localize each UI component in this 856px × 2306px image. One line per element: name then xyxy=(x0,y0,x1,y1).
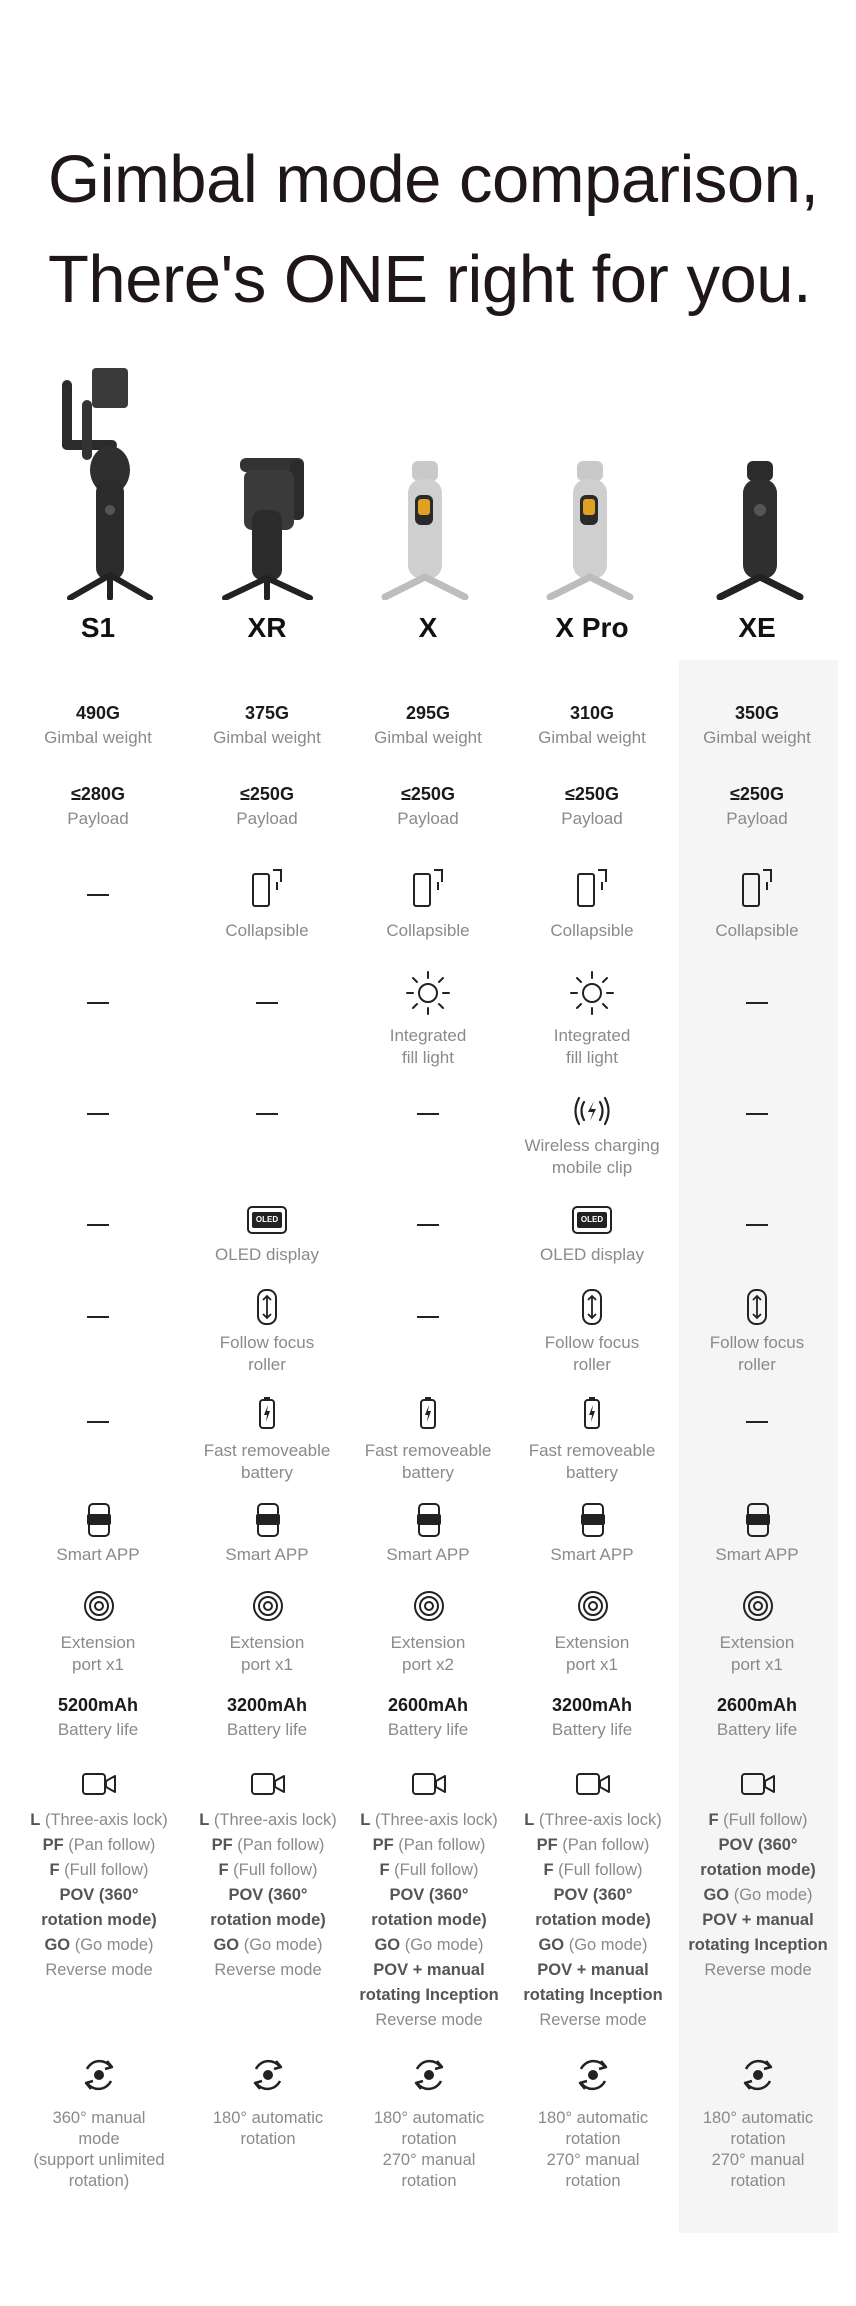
mode-item: rotation mode) xyxy=(210,1911,326,1929)
mode-item: L (Three-axis lock) xyxy=(199,1811,337,1829)
video-camera-icon xyxy=(81,1771,117,1802)
weight-value: 310G xyxy=(569,703,615,723)
mode-item: Reverse mode xyxy=(539,2011,647,2029)
headline-line-2: There's ONE right for you. xyxy=(48,242,812,317)
weight-value: 490G xyxy=(75,703,121,723)
rotation-label-s1 xyxy=(14,2108,184,2192)
model-name-s1: S1 xyxy=(80,612,116,643)
payload-cell-xr xyxy=(187,781,347,830)
payload-value: ≤280G xyxy=(71,784,125,804)
rotation-text: 180° automatic xyxy=(212,2109,324,2127)
rotation-text: rotation xyxy=(730,2130,786,2148)
video-camera-icon xyxy=(575,1771,611,1802)
collapsible-label: Collapsible xyxy=(550,921,634,940)
follow-focus-line-2: roller xyxy=(248,1355,286,1374)
mode-item: POV (360° xyxy=(228,1886,308,1904)
sun-icon xyxy=(569,970,615,1021)
mode-item: POV + manual xyxy=(537,1961,649,1979)
battery-life-cell-xe xyxy=(677,1692,837,1741)
fill-light-label xyxy=(512,1025,672,1069)
collapsible-icon xyxy=(741,868,773,915)
sun-icon xyxy=(405,970,451,1021)
extension-line-1: Extension xyxy=(719,1633,795,1652)
dash-icon xyxy=(256,1113,278,1115)
rotation-text: 270° manual xyxy=(711,2151,805,2169)
extension-port-icon xyxy=(742,1590,774,1627)
oled-icon-text: OLED xyxy=(255,1215,279,1224)
battery-label xyxy=(348,1440,508,1484)
rotation-text: 270° manual xyxy=(382,2151,476,2169)
mode-item: F (Full follow) xyxy=(379,1861,479,1879)
follow-focus-roller-icon xyxy=(581,1288,603,1331)
extension-port-label xyxy=(677,1632,837,1676)
rotation-text: 270° manual xyxy=(546,2151,640,2169)
mode-item: rotation mode) xyxy=(700,1861,816,1879)
model-name-x-pro: X Pro xyxy=(555,612,629,643)
mode-item: F (Full follow) xyxy=(543,1861,643,1879)
rotation-text: rotation xyxy=(565,2172,621,2190)
battery-life-label: Battery life xyxy=(551,1720,633,1739)
follow-focus-label xyxy=(512,1332,672,1376)
model-name-x: X xyxy=(418,612,438,643)
extension-line-2: port x1 xyxy=(731,1655,783,1674)
extension-port-icon xyxy=(413,1590,445,1627)
weight-cell-x-pro xyxy=(512,700,672,749)
mode-item: Reverse mode xyxy=(704,1961,812,1979)
dash-icon xyxy=(87,1316,109,1318)
dash-icon xyxy=(256,1002,278,1004)
mode-list-xe xyxy=(673,1808,843,1983)
mode-item: F (Full follow) xyxy=(49,1861,149,1879)
dash-icon xyxy=(417,1224,439,1226)
mode-item: PF (Pan follow) xyxy=(211,1836,325,1854)
rotation-text: 360° manual xyxy=(52,2109,146,2127)
extension-port-label xyxy=(512,1632,672,1676)
collapsible-icon xyxy=(576,868,608,915)
headline-line-1: Gimbal mode comparison, xyxy=(48,142,819,217)
mode-item: POV + manual xyxy=(702,1911,814,1929)
weight-cell-x xyxy=(348,700,508,749)
mode-item: GO (Go mode) xyxy=(538,1936,648,1954)
model-name-xe: XE xyxy=(738,612,776,643)
rotation-text: rotation xyxy=(240,2130,296,2148)
extension-line-1: Extension xyxy=(229,1633,305,1652)
follow-focus-line-1: Follow focus xyxy=(219,1333,315,1352)
battery-life-cell-xr xyxy=(187,1692,347,1741)
weight-value: 350G xyxy=(734,703,780,723)
follow-focus-label xyxy=(677,1332,837,1376)
extension-line-2: port x1 xyxy=(241,1655,293,1674)
battery-life-label: Battery life xyxy=(387,1720,469,1739)
product-image-x xyxy=(370,455,480,600)
mode-item: rotation mode) xyxy=(41,1911,157,1929)
follow-focus-label xyxy=(187,1332,347,1376)
wireless-charging-label xyxy=(512,1135,672,1179)
dash-icon xyxy=(746,1421,768,1423)
oled-icon-text: OLED xyxy=(580,1215,604,1224)
collapsible-icon xyxy=(412,868,444,915)
extension-port-icon xyxy=(83,1590,115,1627)
extension-port-label xyxy=(18,1632,178,1676)
payload-value: ≤250G xyxy=(565,784,619,804)
follow-focus-line-2: roller xyxy=(738,1355,776,1374)
mode-item: GO (Go mode) xyxy=(703,1886,813,1904)
page-title xyxy=(48,130,848,330)
oled-label: OLED display xyxy=(215,1245,319,1264)
mode-item: Reverse mode xyxy=(214,1961,322,1979)
battery-life-value: 2600mAh xyxy=(387,1695,469,1715)
oled-label: OLED display xyxy=(540,1245,644,1264)
weight-cell-s1 xyxy=(18,700,178,749)
video-camera-icon xyxy=(740,1771,776,1802)
rotation-text: rotation) xyxy=(68,2172,130,2190)
extension-line-1: Extension xyxy=(60,1633,136,1652)
battery-life-value: 3200mAh xyxy=(551,1695,633,1715)
payload-cell-x xyxy=(348,781,508,830)
app-icon xyxy=(416,1503,442,1542)
smart-app-label: Smart APP xyxy=(550,1545,634,1564)
rotation-text: rotation xyxy=(401,2172,457,2190)
mode-item: rotation mode) xyxy=(371,1911,487,1929)
mode-item: POV (360° xyxy=(389,1886,469,1904)
fill-light-line-2: fill light xyxy=(566,1048,618,1067)
rotation-text: (support unlimited xyxy=(33,2151,165,2169)
mode-list-xr xyxy=(183,1808,353,1983)
rotation-text: mode xyxy=(78,2130,120,2148)
mode-item: POV (360° xyxy=(718,1836,798,1854)
dash-icon xyxy=(87,1421,109,1423)
follow-focus-roller-icon xyxy=(256,1288,278,1331)
payload-label: Payload xyxy=(726,809,788,828)
mode-item: F (Full follow) xyxy=(708,1811,808,1829)
mode-item: L (Three-axis lock) xyxy=(30,1811,168,1829)
extension-line-1: Extension xyxy=(390,1633,466,1652)
payload-cell-x-pro xyxy=(512,781,672,830)
product-image-xr xyxy=(200,450,340,600)
fill-light-line-1: Integrated xyxy=(389,1026,467,1045)
dash-icon xyxy=(87,894,109,896)
follow-focus-line-1: Follow focus xyxy=(709,1333,805,1352)
wireless-line-2: mobile clip xyxy=(551,1158,633,1177)
battery-life-label: Battery life xyxy=(716,1720,798,1739)
mode-item: POV (360° xyxy=(59,1886,139,1904)
mode-item: PF (Pan follow) xyxy=(536,1836,650,1854)
payload-label: Payload xyxy=(397,809,459,828)
product-image-x-pro xyxy=(535,455,645,600)
rotation-label-xr xyxy=(183,2108,353,2150)
mode-item: Reverse mode xyxy=(375,2011,483,2029)
battery-life-label: Battery life xyxy=(226,1720,308,1739)
mode-item: PF (Pan follow) xyxy=(372,1836,486,1854)
rotation-text: 180° automatic xyxy=(537,2109,649,2127)
collapsible-label: Collapsible xyxy=(386,921,470,940)
rotation-text: rotation xyxy=(401,2130,457,2148)
rotation-icon xyxy=(79,2055,119,2100)
mode-list-x-pro xyxy=(508,1808,678,2033)
mode-item: L (Three-axis lock) xyxy=(360,1811,498,1829)
battery-icon xyxy=(258,1396,276,1435)
rotation-text: rotation xyxy=(565,2130,621,2148)
mode-item: GO (Go mode) xyxy=(213,1936,323,1954)
rotation-text: 180° automatic xyxy=(373,2109,485,2127)
weight-label: Gimbal weight xyxy=(538,728,646,747)
battery-life-value: 5200mAh xyxy=(57,1695,139,1715)
follow-focus-roller-icon xyxy=(746,1288,768,1331)
dash-icon xyxy=(417,1113,439,1115)
smart-app-label: Smart APP xyxy=(715,1545,799,1564)
battery-life-cell-s1 xyxy=(18,1692,178,1741)
smart-app-label: Smart APP xyxy=(386,1545,470,1564)
extension-line-2: port x1 xyxy=(566,1655,618,1674)
battery-line-1: Fast removeable xyxy=(203,1441,331,1460)
fill-light-line-2: fill light xyxy=(402,1048,454,1067)
battery-label xyxy=(187,1440,347,1484)
app-icon xyxy=(86,1503,112,1542)
battery-line-2: battery xyxy=(402,1463,454,1482)
battery-label xyxy=(512,1440,672,1484)
battery-line-1: Fast removeable xyxy=(528,1441,656,1460)
weight-label: Gimbal weight xyxy=(213,728,321,747)
rotation-text: rotation xyxy=(730,2172,786,2190)
video-camera-icon xyxy=(250,1771,286,1802)
battery-line-1: Fast removeable xyxy=(364,1441,492,1460)
wireless-line-1: Wireless charging xyxy=(524,1136,660,1155)
collapsible-label: Collapsible xyxy=(225,921,309,940)
payload-value: ≤250G xyxy=(730,784,784,804)
mode-item: POV + manual xyxy=(373,1961,485,1979)
extension-port-label xyxy=(348,1632,508,1676)
battery-icon xyxy=(583,1396,601,1435)
rotation-label-xe xyxy=(673,2108,843,2192)
payload-label: Payload xyxy=(236,809,298,828)
payload-label: Payload xyxy=(561,809,623,828)
extension-port-label xyxy=(187,1632,347,1676)
rotation-label-x xyxy=(344,2108,514,2192)
smart-app-label: Smart APP xyxy=(225,1545,309,1564)
mode-list-s1 xyxy=(14,1808,184,1983)
rotation-icon xyxy=(409,2055,449,2100)
battery-icon xyxy=(419,1396,437,1435)
payload-cell-s1 xyxy=(18,781,178,830)
mode-item: rotation mode) xyxy=(535,1911,651,1929)
fill-light-line-1: Integrated xyxy=(553,1026,631,1045)
battery-line-2: battery xyxy=(241,1463,293,1482)
battery-life-value: 2600mAh xyxy=(716,1695,798,1715)
payload-label: Payload xyxy=(67,809,129,828)
weight-label: Gimbal weight xyxy=(703,728,811,747)
mode-item: Reverse mode xyxy=(45,1961,153,1979)
extension-port-icon xyxy=(252,1590,284,1627)
collapsible-label: Collapsible xyxy=(715,921,799,940)
dash-icon xyxy=(417,1316,439,1318)
app-icon xyxy=(255,1503,281,1542)
weight-value: 295G xyxy=(405,703,451,723)
mode-item: rotating Inception xyxy=(523,1986,663,2004)
battery-life-cell-x xyxy=(348,1692,508,1741)
mode-list-x xyxy=(344,1808,514,2033)
dash-icon xyxy=(746,1224,768,1226)
rotation-icon xyxy=(738,2055,778,2100)
battery-life-cell-x-pro xyxy=(512,1692,672,1741)
mode-item: rotating Inception xyxy=(359,1986,499,2004)
payload-cell-xe xyxy=(677,781,837,830)
dash-icon xyxy=(87,1113,109,1115)
battery-line-2: battery xyxy=(566,1463,618,1482)
app-icon xyxy=(580,1503,606,1542)
extension-port-icon xyxy=(577,1590,609,1627)
dash-icon xyxy=(87,1224,109,1226)
weight-label: Gimbal weight xyxy=(374,728,482,747)
product-image-s1 xyxy=(40,360,180,600)
weight-label: Gimbal weight xyxy=(44,728,152,747)
mode-item: GO (Go mode) xyxy=(44,1936,154,1954)
weight-cell-xr xyxy=(187,700,347,749)
payload-value: ≤250G xyxy=(401,784,455,804)
rotation-icon xyxy=(248,2055,288,2100)
rotation-icon xyxy=(573,2055,613,2100)
smart-app-label: Smart APP xyxy=(56,1545,140,1564)
model-name-xr: XR xyxy=(247,612,287,643)
extension-line-1: Extension xyxy=(554,1633,630,1652)
video-camera-icon xyxy=(411,1771,447,1802)
battery-life-value: 3200mAh xyxy=(226,1695,308,1715)
extension-line-2: port x2 xyxy=(402,1655,454,1674)
rotation-label-x-pro xyxy=(508,2108,678,2192)
collapsible-icon xyxy=(251,868,283,915)
extension-line-2: port x1 xyxy=(72,1655,124,1674)
weight-value: 375G xyxy=(244,703,290,723)
follow-focus-line-1: Follow focus xyxy=(544,1333,640,1352)
dash-icon xyxy=(746,1113,768,1115)
dash-icon xyxy=(87,1002,109,1004)
mode-item: L (Three-axis lock) xyxy=(524,1811,662,1829)
dash-icon xyxy=(746,1002,768,1004)
follow-focus-line-2: roller xyxy=(573,1355,611,1374)
battery-life-label: Battery life xyxy=(57,1720,139,1739)
weight-cell-xe xyxy=(677,700,837,749)
mode-item: rotating Inception xyxy=(688,1936,828,1954)
mode-item: POV (360° xyxy=(553,1886,633,1904)
app-icon xyxy=(745,1503,771,1542)
payload-value: ≤250G xyxy=(240,784,294,804)
wireless-charging-icon xyxy=(570,1094,614,1133)
rotation-text: 180° automatic xyxy=(702,2109,814,2127)
fill-light-label xyxy=(348,1025,508,1069)
mode-item: PF (Pan follow) xyxy=(42,1836,156,1854)
mode-item: F (Full follow) xyxy=(218,1861,318,1879)
mode-item: GO (Go mode) xyxy=(374,1936,484,1954)
product-image-xe xyxy=(705,455,815,600)
